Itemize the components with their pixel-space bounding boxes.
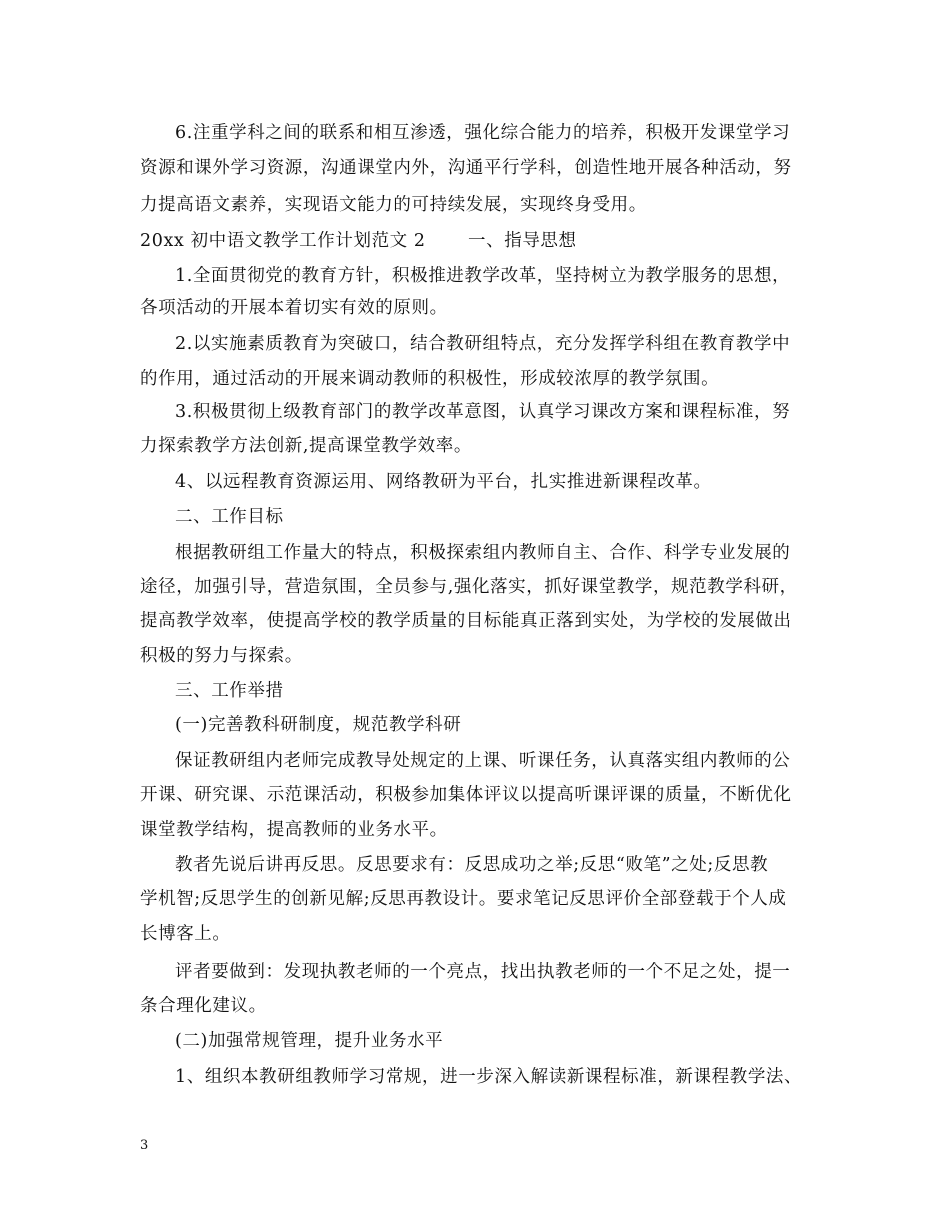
text-line: 条合理化建议。 [140,996,267,1016]
text-line: (二)加强常规管理，提升业务水平 [175,1031,444,1051]
text-line: 力探索教学方法创新,提高课堂教学效率。 [140,436,472,456]
text-line: 20xx 初中语文教学工作计划范文 2 一、指导思想 [140,231,577,251]
text-line: 积极的努力与探索。 [140,646,303,666]
text-line: 3.积极贯彻上级教育部门的教学改革意图，认真学习课改方案和课程标准，努 [175,402,791,422]
text-line: 长博客上。 [140,924,231,944]
page-number: 3 [140,1138,149,1153]
text-line: 6.注重学科之间的联系和相互渗透，强化综合能力的培养，积极开发课堂学习 [175,123,791,143]
text-line: 2.以实施素质教育为突破口，结合教研组特点，充分发挥学科组在教育教学中 [175,334,791,354]
text-line: 途径，加强引导，营造氛围，全员参与,强化落实，抓好课堂教学，规范教学科研， [140,577,798,597]
text-line: 力提高语文素养，实现语文能力的可持续发展，实现终身受用。 [140,195,647,215]
text-line: 教者先说后讲再反思。反思要求有：反思成功之举;反思“败笔”之处;反思教 [175,855,769,875]
text-line: 学机智;反思学生的创新见解;反思再教设计。要求笔记反思评价全部登载于个人成 [140,889,787,909]
text-line: 各项活动的开展本着切实有效的原则。 [140,298,448,318]
text-line: 4、以远程教育资源运用、网络教研为平台，扎实推进新课程改革。 [175,472,712,492]
text-line: 1、组织本教研组教师学习常规，进一步深入解读新课程标准，新课程教学法、 [175,1067,803,1087]
text-line: 开课、研究课、示范课活动，积极参加集体评议以提高听课评课的质量，不断优化 [140,785,792,805]
text-line: 1.全面贯彻党的教育方针，积极推进教学改革，坚持树立为教学服务的思想， [175,266,791,286]
text-line: 二、工作目标 [175,507,284,527]
text-line: 的作用，通过活动的开展来调动教师的积极性，形成较浓厚的教学氛围。 [140,369,720,389]
text-line: 提高教学效率，使提高学校的教学质量的目标能真正落到实处，为学校的发展做出 [140,611,792,631]
text-line: 资源和课外学习资源，沟通课堂内外，沟通平行学科，创造性地开展各种活动，努 [140,158,792,178]
text-line: 课堂教学结构，提高教师的业务水平。 [140,820,448,840]
text-line: 三、工作举措 [175,681,284,701]
text-line: 保证教研组内老师完成教导处规定的上课、听课任务，认真落实组内教师的公 [175,751,791,771]
text-line: (一)完善教科研制度，规范教学科研 [175,715,462,735]
text-line: 根据教研组工作量大的特点，积极探索组内教师自主、合作、科学专业发展的 [175,543,791,563]
text-line: 评者要做到：发现执教老师的一个亮点，找出执教老师的一个不足之处，提一 [175,962,791,982]
